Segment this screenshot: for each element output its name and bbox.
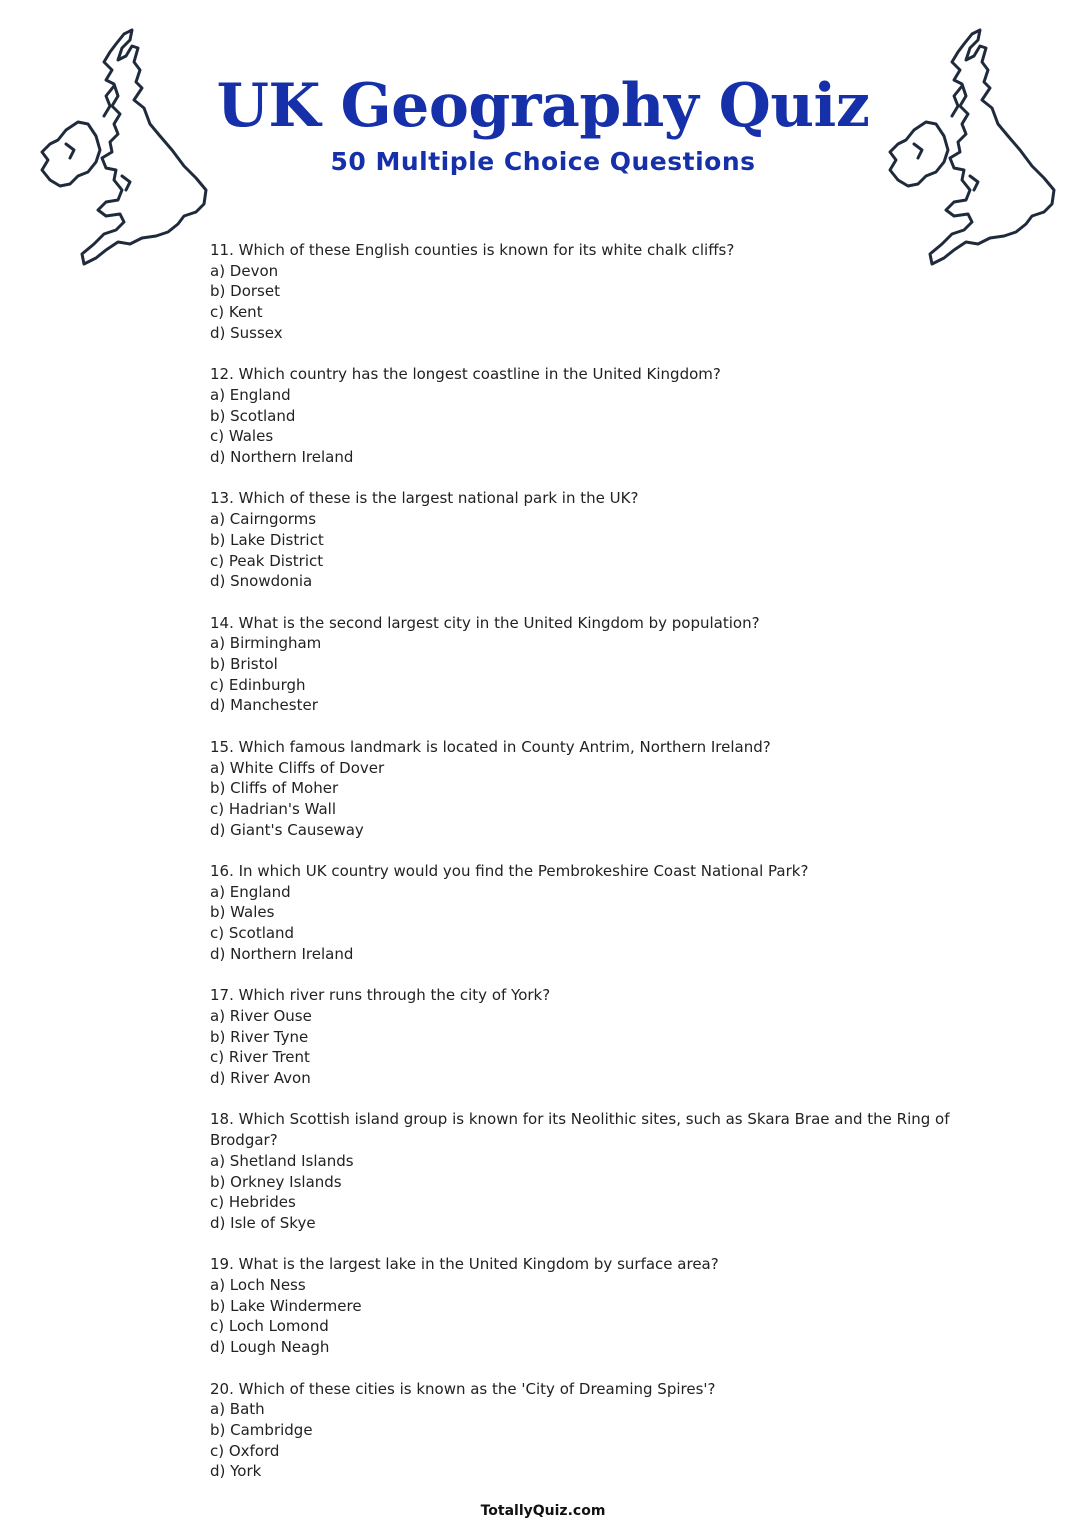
question-block bbox=[210, 364, 950, 468]
footer-site: TotallyQuiz.com bbox=[480, 1503, 606, 1519]
answer-option: d) Northern Ireland bbox=[210, 448, 354, 467]
answer-option: b) Lake Windermere bbox=[210, 1296, 362, 1315]
answer-option: d) Isle of Skye bbox=[210, 1213, 316, 1232]
question-text: 18. Which Scottish island group is known for its Neolithic sites, such as Skara Brae and the Ring of Brodgar? bbox=[210, 1110, 950, 1150]
question-block bbox=[210, 861, 950, 965]
question-text: 20. Which of these cities is known as the 'City of Dreaming Spires'? bbox=[210, 1379, 716, 1398]
answer-option: d) Lough Neagh bbox=[210, 1338, 330, 1357]
question-block bbox=[210, 985, 950, 1089]
answer-option: a) White Cliffs of Dover bbox=[210, 758, 385, 777]
answer-option: b) Scotland bbox=[210, 406, 296, 425]
answer-option: d) Northern Ireland bbox=[210, 944, 354, 963]
answer-option: d) River Avon bbox=[210, 1069, 311, 1088]
answer-option: c) Scotland bbox=[210, 924, 295, 943]
answer-option: c) Hebrides bbox=[210, 1193, 296, 1212]
question-text: 12. Which country has the longest coastline in the United Kingdom? bbox=[210, 365, 721, 384]
question-text: 13. Which of these is the largest national park in the UK? bbox=[210, 489, 639, 508]
question-list bbox=[210, 240, 950, 1503]
page-title: UK Geography Quiz bbox=[216, 71, 870, 141]
answer-option: a) Devon bbox=[210, 261, 279, 280]
answer-option: c) Kent bbox=[210, 303, 263, 322]
answer-option: b) Orkney Islands bbox=[210, 1172, 342, 1191]
answer-option: d) Snowdonia bbox=[210, 572, 313, 591]
question-text: 16. In which UK country would you find the Pembrokeshire Coast National Park? bbox=[210, 862, 809, 881]
answer-option: a) Bath bbox=[210, 1400, 265, 1419]
question-text: 19. What is the largest lake in the United Kingdom by surface area? bbox=[210, 1255, 719, 1274]
answer-option: c) Wales bbox=[210, 427, 274, 446]
question-block bbox=[210, 488, 950, 592]
answer-option: a) England bbox=[210, 882, 291, 901]
question-text: 11. Which of these English counties is known for its white chalk cliffs? bbox=[210, 241, 735, 259]
answer-option: d) York bbox=[210, 1462, 262, 1481]
answer-option: a) England bbox=[210, 385, 291, 404]
answer-option: d) Giant's Causeway bbox=[210, 820, 364, 839]
answer-option: c) Edinburgh bbox=[210, 675, 306, 694]
question-block bbox=[210, 613, 950, 717]
answer-option: b) Dorset bbox=[210, 282, 280, 301]
answer-option: b) Lake District bbox=[210, 530, 324, 549]
answer-option: c) Peak District bbox=[210, 551, 324, 570]
answer-option: c) Hadrian's Wall bbox=[210, 799, 336, 818]
question-text: 15. Which famous landmark is located in County Antrim, Northern Ireland? bbox=[210, 737, 771, 756]
answer-option: a) Cairngorms bbox=[210, 510, 317, 529]
question-text: 14. What is the second largest city in the United Kingdom by population? bbox=[210, 613, 760, 632]
answer-option: b) Bristol bbox=[210, 655, 278, 674]
question-block bbox=[210, 737, 950, 841]
answer-option: b) Wales bbox=[210, 903, 275, 922]
answer-option: b) Cambridge bbox=[210, 1420, 313, 1439]
answer-option: b) Cliffs of Moher bbox=[210, 779, 339, 798]
question-block bbox=[210, 1109, 950, 1233]
answer-option: d) Sussex bbox=[210, 323, 283, 342]
question-block bbox=[210, 240, 950, 344]
answer-option: a) River Ouse bbox=[210, 1006, 312, 1025]
answer-option: b) River Tyne bbox=[210, 1027, 309, 1046]
answer-option: c) Oxford bbox=[210, 1441, 280, 1460]
answer-option: c) Loch Lomond bbox=[210, 1317, 329, 1336]
question-block bbox=[210, 1379, 950, 1483]
answer-option: a) Loch Ness bbox=[210, 1276, 306, 1295]
question-block bbox=[210, 1254, 950, 1358]
answer-option: a) Birmingham bbox=[210, 634, 322, 653]
page-subtitle: 50 Multiple Choice Questions bbox=[330, 147, 756, 176]
answer-option: c) River Trent bbox=[210, 1048, 310, 1067]
answer-option: a) Shetland Islands bbox=[210, 1151, 354, 1170]
question-text: 17. Which river runs through the city of York? bbox=[210, 986, 551, 1005]
answer-option: d) Manchester bbox=[210, 696, 318, 715]
